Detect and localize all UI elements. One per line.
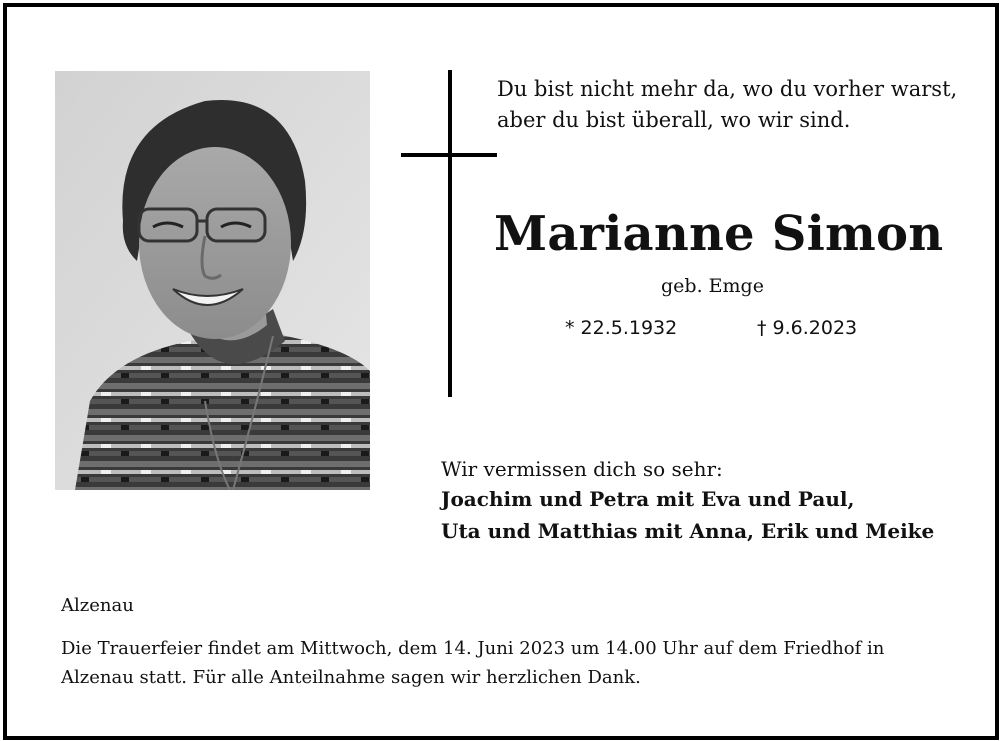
service-announcement: [61, 634, 961, 692]
place-name: Alzenau: [61, 595, 134, 616]
service-line-2: Alzenau statt. Für alle Anteilnahme sagen wir herzlichen Dank.: [61, 667, 641, 688]
deceased-name: Marianne Simon: [494, 206, 944, 262]
memorial-quote: [497, 74, 957, 136]
service-line-1: Die Trauerfeier findet am Mittwoch, dem 14. Juni 2023 um 14.00 Uhr auf dem Friedhof in: [61, 638, 885, 659]
maiden-name: geb. Emge: [661, 275, 764, 297]
mourners-intro: Wir vermissen dich so sehr:: [441, 457, 723, 481]
cross-icon: [448, 70, 452, 397]
quote-line-2: aber du bist überall, wo wir sind.: [497, 108, 851, 132]
cross-icon-crossbar: [401, 153, 497, 157]
birth-date: * 22.5.1932: [565, 317, 678, 339]
portrait-photo: [55, 71, 370, 490]
mourners-line-2: Uta und Matthias mit Anna, Erik und Meike: [441, 519, 935, 543]
portrait-illustration: [55, 71, 370, 490]
death-date: † 9.6.2023: [757, 317, 858, 339]
mourners-line-1: Joachim und Petra mit Eva und Paul,: [441, 487, 855, 511]
quote-line-1: Du bist nicht mehr da, wo du vorher warst,: [497, 77, 958, 101]
